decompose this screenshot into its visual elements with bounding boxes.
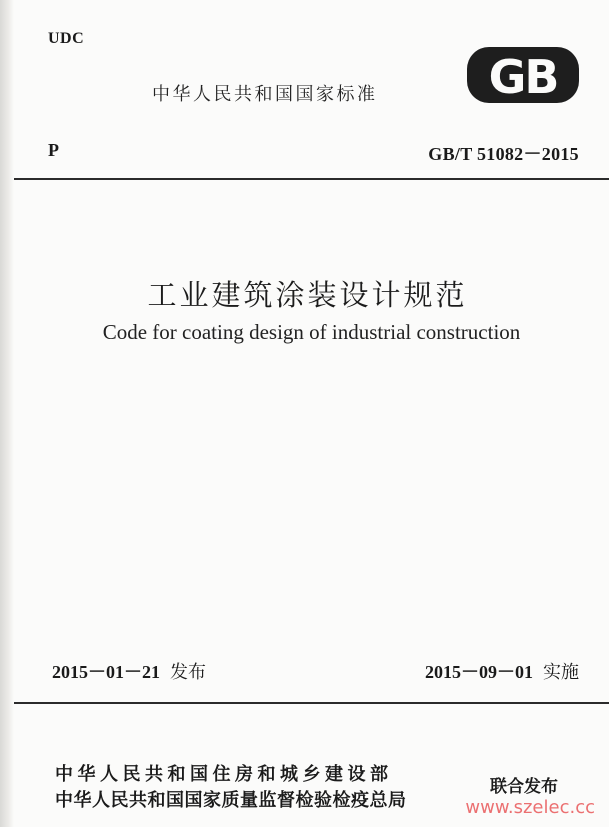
watermark-url: www.szelec.cc	[465, 797, 595, 818]
gb-logo-icon	[466, 46, 580, 104]
issue-date: 2015－01－21	[52, 662, 160, 682]
effective-label: 实施	[543, 662, 579, 683]
top-divider	[14, 178, 609, 180]
publisher-aqsiq: 中华人民共和国国家质量监督检验检疫总局	[55, 790, 407, 811]
effective-date-block	[425, 658, 579, 684]
issue-date-block	[52, 658, 206, 684]
gb-logo-text: GB	[488, 50, 558, 104]
bottom-divider	[14, 702, 609, 704]
issue-label: 发布	[170, 662, 206, 683]
joint-issue-label: 联合发布	[490, 777, 558, 797]
udc-label: UDC	[48, 30, 85, 47]
publisher-ministry: 中华人民共和国住房和城乡建设部	[55, 764, 393, 785]
book-spine-edge	[0, 0, 14, 827]
classification-code: P	[48, 140, 59, 160]
standard-number: GB/T 51082－2015	[428, 144, 579, 164]
effective-date: 2015－09－01	[425, 662, 533, 682]
title-chinese: 工业建筑涂装设计规范	[147, 278, 468, 312]
national-standard-issuer: 中华人民共和国国家标准	[152, 84, 378, 105]
title-english: Code for coating design of industrial construction	[102, 320, 521, 344]
